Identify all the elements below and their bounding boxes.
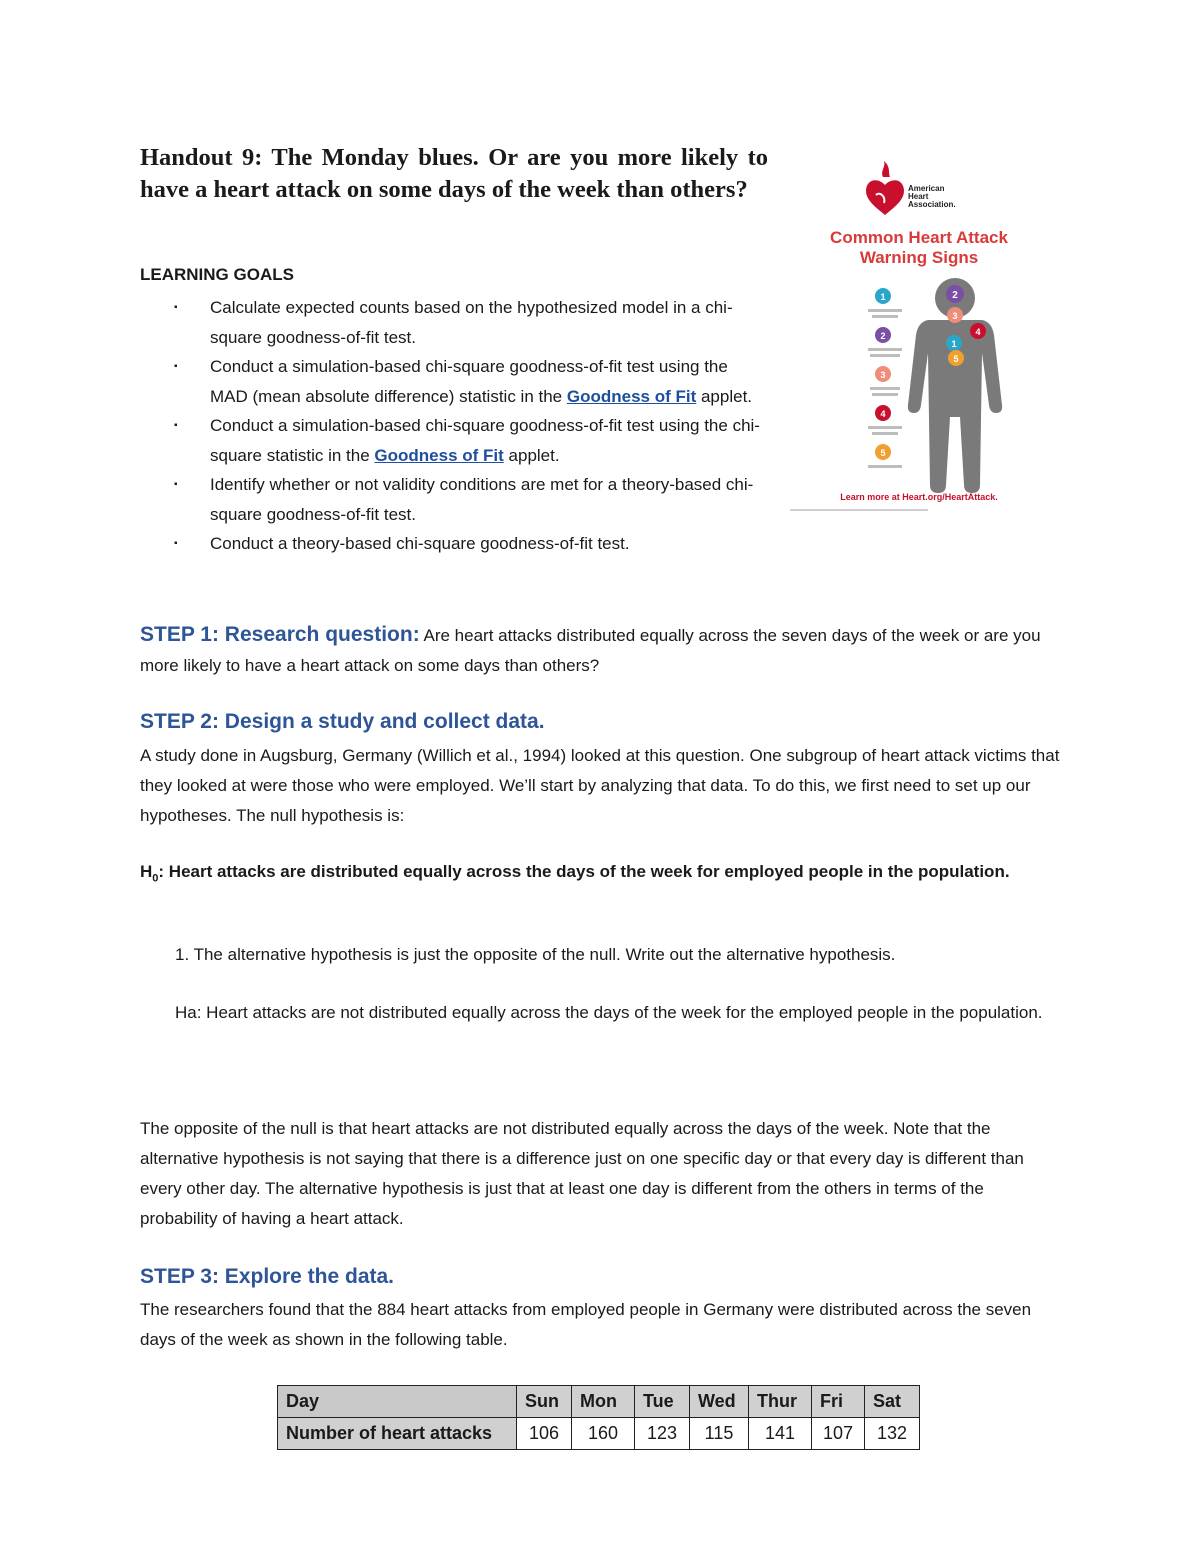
step1-text: Are heart attacks distributed equally across the seven days of the week or are you more likely to have a heart attack on some days than others? bbox=[140, 626, 1041, 675]
aha-name-line2: Heart bbox=[908, 192, 929, 201]
goal-text-after: applet. bbox=[503, 445, 560, 465]
goal-text: Conduct a theory-based chi-square goodness-of-fit test. bbox=[210, 534, 630, 553]
table-cell-count: 160 bbox=[572, 1418, 635, 1450]
table-cell-day: Sun bbox=[517, 1386, 572, 1418]
null-subscript: 0 bbox=[152, 872, 159, 885]
goal-text: Conduct a simulation-based chi-square goodness-of-fit test using the MAD (mean absolute difference) statistic in the bbox=[210, 357, 728, 406]
legend-heart-1 bbox=[875, 288, 891, 304]
null-text: : Heart attacks are distributed equally across the days of the week for employed people in the population. bbox=[158, 862, 1010, 881]
goal-text: Identify whether or not validity conditions are met for a theory-based chi-square goodness-of-fit test. bbox=[210, 475, 754, 524]
warning-signs-poster bbox=[788, 155, 1050, 520]
goal-text-after: applet. bbox=[696, 386, 753, 406]
poster-learn-more: Learn more at Heart.org/HeartAttack. bbox=[840, 492, 998, 502]
table-cell-count: 115 bbox=[690, 1418, 749, 1450]
table-cell-count: 141 bbox=[749, 1418, 812, 1450]
table-cell-day: Sat bbox=[865, 1386, 920, 1418]
legend-heart-4 bbox=[875, 405, 891, 421]
page-title: Handout 9: The Monday blues. Or are you more likely to have a heart attack on some days of the week than others? bbox=[140, 144, 768, 203]
learning-goals-heading: LEARNING GOALS bbox=[140, 265, 294, 284]
legend-heart-2 bbox=[875, 327, 891, 343]
aha-logo-icon bbox=[866, 161, 904, 215]
goodness-of-fit-link[interactable]: Goodness of Fit bbox=[566, 386, 697, 406]
goodness-of-fit-link[interactable]: Goodness of Fit bbox=[374, 445, 504, 465]
learning-goal-item bbox=[140, 352, 770, 411]
table-header-day: Day bbox=[278, 1386, 517, 1418]
table-cell-day: Thur bbox=[749, 1386, 812, 1418]
table-row bbox=[278, 1418, 920, 1450]
body-heart-1 bbox=[946, 335, 962, 351]
null-label: H bbox=[140, 862, 153, 881]
svg-text:3: 3 bbox=[880, 370, 886, 380]
table-cell-count: 132 bbox=[865, 1418, 920, 1450]
table-cell-day: Mon bbox=[572, 1386, 635, 1418]
table-header-row bbox=[278, 1386, 920, 1418]
step2-heading: STEP 2: Design a study and collect data. bbox=[140, 710, 545, 733]
table-cell-day: Wed bbox=[690, 1386, 749, 1418]
svg-text:3: 3 bbox=[952, 311, 958, 321]
table-cell-count: 123 bbox=[635, 1418, 690, 1450]
warning-signs-illustration bbox=[788, 155, 1050, 520]
goal-text: Conduct a simulation-based chi-square goodness-of-fit test using the chi-square statistic in the bbox=[210, 416, 760, 465]
svg-text:2: 2 bbox=[880, 331, 886, 341]
svg-text:4: 4 bbox=[880, 409, 886, 419]
learning-goal-item bbox=[140, 470, 770, 529]
body-heart-5 bbox=[948, 350, 964, 366]
step1-heading: STEP 1: Research question: bbox=[140, 623, 420, 646]
table-cell-day: Fri bbox=[812, 1386, 865, 1418]
body-heart-2 bbox=[946, 285, 964, 303]
poster-title-line2: Warning Signs bbox=[859, 248, 979, 267]
step3-text: The researchers found that the 884 heart attacks from employed people in Germany were distributed across the seven days of the week as shown in the following table. bbox=[140, 1300, 1032, 1349]
svg-text:4: 4 bbox=[975, 327, 981, 337]
svg-text:2: 2 bbox=[952, 290, 958, 301]
aha-name-line1: American bbox=[908, 184, 945, 193]
learning-goal-item bbox=[140, 293, 770, 352]
step3-heading: STEP 3: Explore the data. bbox=[140, 1265, 395, 1288]
body-heart-4 bbox=[970, 323, 986, 339]
table-cell-day: Tue bbox=[635, 1386, 690, 1418]
svg-text:5: 5 bbox=[953, 354, 959, 364]
legend-heart-5 bbox=[875, 444, 891, 460]
learning-goal-item bbox=[140, 411, 770, 470]
answer-1: Ha: Heart attacks are not distributed equally across the days of the week for the employed people in the population. bbox=[175, 1003, 1043, 1022]
null-hypothesis bbox=[140, 857, 1060, 893]
svg-text:1: 1 bbox=[951, 339, 957, 349]
svg-text:5: 5 bbox=[880, 448, 886, 458]
table-header-count: Number of heart attacks bbox=[278, 1418, 517, 1450]
goal-text: Calculate expected counts based on the hypothesized model in a chi-square goodness-of-fit test. bbox=[210, 298, 733, 347]
heart-attacks-table bbox=[277, 1385, 920, 1450]
poster-title-line1: Common Heart Attack bbox=[830, 228, 1008, 247]
learning-goals-list bbox=[140, 293, 770, 559]
alternative-note: The opposite of the null is that heart attacks are not distributed equally across the days of the week. Note that the alternative hypothesis is not saying that there is a difference just on one specific day or that every day is different than every other day. The alternative hypothesis is just that at least one day is different from the others in terms of the probability of having a heart attack. bbox=[140, 1119, 1024, 1228]
body-heart-3 bbox=[947, 307, 963, 323]
svg-text:1: 1 bbox=[880, 292, 886, 302]
learning-goal-item bbox=[140, 529, 770, 559]
step2-text: A study done in Augsburg, Germany (Willich et al., 1994) looked at this question. One subgroup of heart attack victims that they looked at were those who were employed. We’ll start by analyzing that data. To do this, we first need to set up our hypotheses. The null hypothesis is: bbox=[140, 746, 1060, 825]
question-1: 1. The alternative hypothesis is just the opposite of the null. Write out the alternative hypothesis. bbox=[175, 945, 896, 964]
legend-heart-3 bbox=[875, 366, 891, 382]
table-cell-count: 107 bbox=[812, 1418, 865, 1450]
step1-paragraph bbox=[140, 620, 1060, 681]
aha-name-line3: Association. bbox=[908, 200, 956, 209]
table-cell-count: 106 bbox=[517, 1418, 572, 1450]
